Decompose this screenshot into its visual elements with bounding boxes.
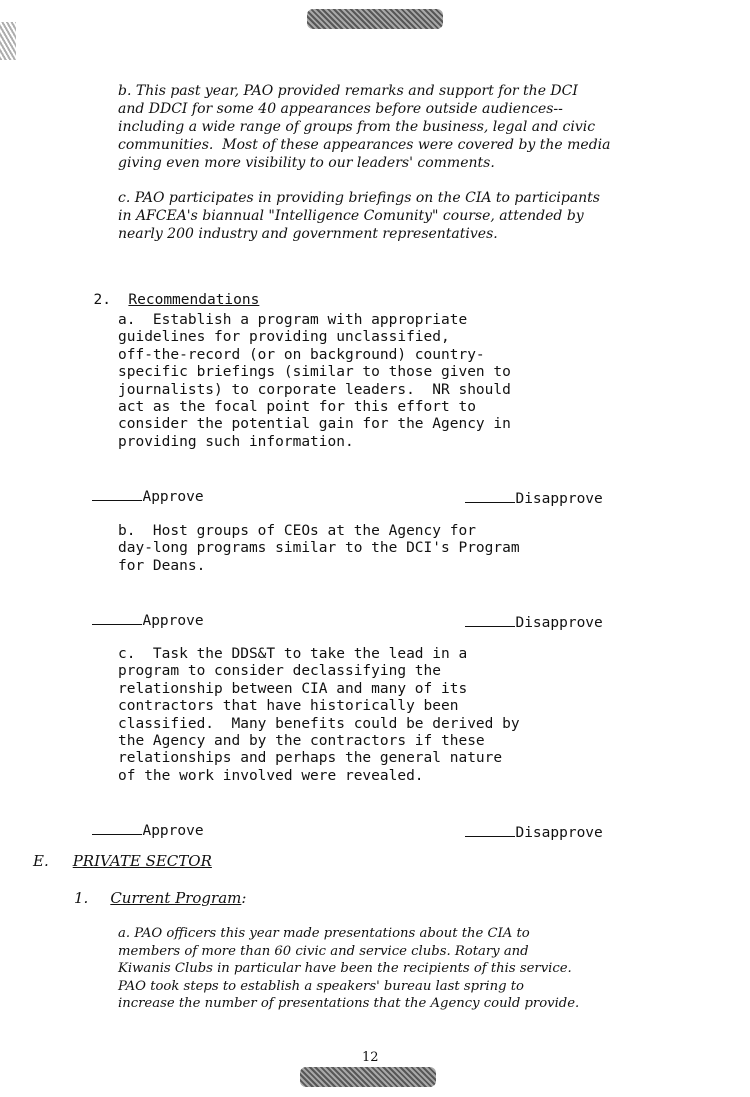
recommendations-heading bbox=[76, 275, 259, 310]
text-line: b. Host groups of CEOs at the Agency for bbox=[118, 523, 476, 539]
text-line: off-the-record (or on background) country- bbox=[118, 346, 485, 363]
current-program-colon: : bbox=[241, 889, 247, 907]
disapprove-label: Disapprove bbox=[515, 615, 603, 632]
text-line: of the work involved were revealed. bbox=[118, 767, 424, 784]
text-line: classified. Many benefits could be derived by bbox=[118, 715, 520, 732]
text-line: c. PAO participates in providing briefings on the CIA to participants bbox=[118, 190, 600, 206]
disapprove-line-b[interactable] bbox=[448, 595, 603, 633]
approve-label: Approve bbox=[142, 489, 204, 506]
text-line: relationships and perhaps the general nature bbox=[118, 750, 503, 767]
text-line: increase the number of presentations that the Agency could provide. bbox=[118, 996, 580, 1011]
text-line: PAO took steps to establish a speakers' bureau last spring to bbox=[118, 978, 524, 994]
text-line: c. Task the DDS&T to take the lead in a bbox=[118, 646, 468, 662]
text-line: day-long programs similar to the DCI's Program bbox=[118, 540, 520, 557]
text-line: members of more than 60 civic and service clubs. Rotary and bbox=[118, 943, 529, 959]
text-line: and DDCI for some 40 appearances before outside audiences-- bbox=[118, 101, 563, 117]
text-line: program to consider declassifying the bbox=[118, 663, 442, 680]
text-line: including a wide range of groups from the business, legal and civic bbox=[118, 119, 596, 135]
page-number: 12 bbox=[362, 1050, 379, 1065]
disapprove-label: Disapprove bbox=[515, 825, 603, 842]
approve-line-c[interactable] bbox=[75, 803, 204, 841]
private-sector-paragraph-a bbox=[118, 925, 579, 1013]
disapprove-line-a[interactable] bbox=[448, 471, 603, 509]
text-line: in AFCEA's biannual "Intelligence Comunity" course, attended by bbox=[118, 208, 584, 224]
text-line: consider the potential gain for the Agency in bbox=[118, 416, 511, 433]
text-line: contractors that have historically been bbox=[118, 698, 459, 715]
approve-label: Approve bbox=[142, 823, 204, 840]
paragraph-c-italic bbox=[118, 189, 600, 243]
recommendations-title: Recommendations bbox=[128, 292, 260, 309]
text-line: for Deans. bbox=[118, 557, 206, 574]
text-line: a. Establish a program with appropriate bbox=[118, 312, 468, 328]
recommendation-a bbox=[118, 312, 511, 451]
bottom-redaction-stamp bbox=[300, 1067, 436, 1087]
paragraph-b-italic bbox=[118, 82, 611, 172]
text-line: b. This past year, PAO provided remarks and support for the DCI bbox=[118, 83, 578, 99]
text-line: relationship between CIA and many of its bbox=[118, 680, 468, 697]
approve-line-a[interactable] bbox=[75, 469, 204, 507]
recommendations-number: 2. bbox=[93, 292, 111, 309]
text-line: the Agency and by the contractors if these bbox=[118, 733, 485, 750]
scan-corner-mark bbox=[0, 22, 16, 60]
text-line: specific briefings (similar to those given to bbox=[118, 364, 511, 381]
text-line: giving even more visibility to our leaders' comments. bbox=[118, 155, 495, 171]
text-line: nearly 200 industry and government representatives. bbox=[118, 226, 498, 242]
text-line: communities. Most of these appearances were covered by the media bbox=[118, 137, 611, 153]
disapprove-label: Disapprove bbox=[515, 491, 603, 508]
section-e-title: PRIVATE SECTOR bbox=[72, 852, 212, 870]
current-program-number: 1. bbox=[74, 889, 89, 907]
text-line: act as the focal point for this effort to bbox=[118, 399, 476, 416]
current-program-title: Current Program bbox=[110, 889, 242, 907]
text-line: guidelines for providing unclassified, bbox=[118, 329, 450, 346]
text-line: a. PAO officers this year made presentations about the CIA to bbox=[118, 926, 530, 941]
recommendation-c bbox=[118, 646, 520, 785]
section-e-letter: E. bbox=[33, 852, 49, 870]
disapprove-line-c[interactable] bbox=[448, 805, 603, 843]
current-program-heading bbox=[74, 889, 246, 907]
section-e-heading bbox=[33, 852, 212, 870]
approve-line-b[interactable] bbox=[75, 593, 204, 631]
approve-label: Approve bbox=[142, 613, 204, 630]
text-line: journalists) to corporate leaders. NR should bbox=[118, 381, 511, 398]
text-line: providing such information. bbox=[118, 433, 354, 450]
text-line: Kiwanis Clubs in particular have been the recipients of this service. bbox=[118, 961, 572, 976]
recommendation-b bbox=[118, 523, 520, 575]
top-redaction-stamp bbox=[307, 9, 443, 29]
